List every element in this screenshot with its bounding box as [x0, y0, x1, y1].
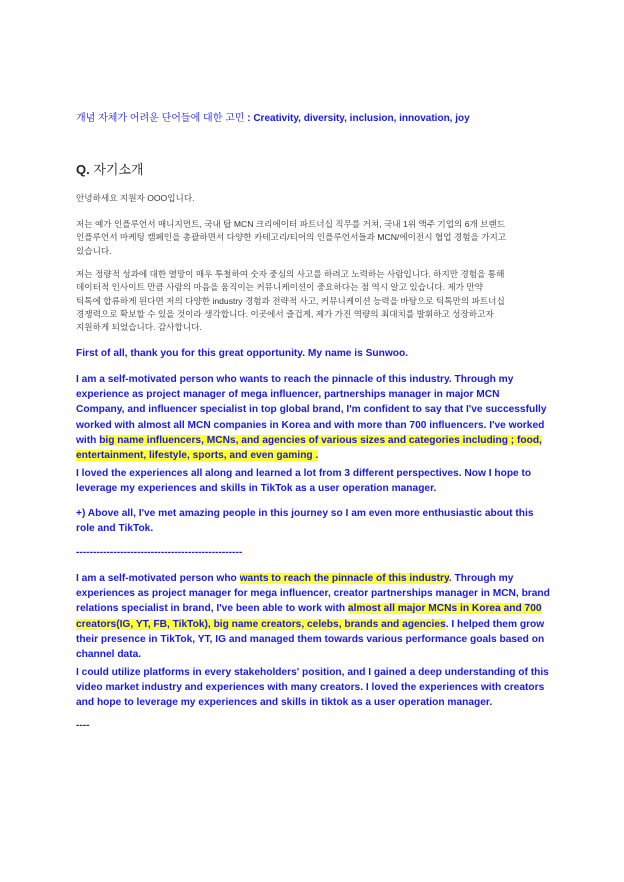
english-line — [76, 601, 556, 616]
highlighted-text: big name influencers, MCNs, and agencies of various sizes and categories including ; food, — [99, 434, 542, 446]
english-paragraph-5 — [76, 665, 556, 711]
english-line: worked with almost all MCN companies in Korea and with more than 700 influencers. I've worked — [76, 419, 545, 431]
english-line: channel data. — [76, 649, 142, 661]
english-line: Company, and influencer specialist in top global brand, I'm confident to say that I've successfully — [76, 404, 547, 416]
english-line: experiences as project manager for mega influencer, creator partnerships manager in MCN, brand — [76, 588, 550, 600]
english-text: relations specialist in brand, I've been able to work with — [76, 603, 348, 615]
highlighted-text: almost all major MCNs in Korea and 700 — [347, 603, 542, 615]
english-line: their presence in TikTok, YT, IG and managed them towards various performance goals based on — [76, 633, 545, 645]
english-intro — [76, 346, 556, 361]
korean-line: 데이터적 인사이트 만큼 사람의 마음을 움직이는 커뮤니케이션이 중요하다는 점 역시 알고 있습니다. 제가 만약 — [76, 282, 483, 293]
english-line — [76, 571, 556, 586]
question-heading — [76, 162, 144, 178]
highlighted-text: creators(IG, YT, FB, TikTok), big name creators, celebs, brands and agencies — [76, 618, 446, 630]
english-text: . I helped them grow — [445, 618, 545, 630]
korean-line: 인플루언서 마케팅 캠페인을 총괄하면서 다양한 카테고리/티어의 인플루언서들과 MCN/에이전시 협업 경험을 가지고 — [76, 232, 507, 243]
english-paragraph-2 — [76, 466, 556, 496]
english-paragraph-4 — [76, 571, 556, 662]
korean-line: 저는 예가 인플루언서 매니지먼트, 국내 탑 MCN 크리에이터 파트너십 직무를 거쳐, 국내 1위 액주 기업의 6개 브랜드 — [76, 219, 506, 229]
english-line: I am a self-motivated person who wants to reach the pinnacle of this industry. Through my — [76, 374, 514, 385]
english-line: video market industry and experiences with many creators. I loved the experiences with creators — [76, 682, 545, 694]
korean-paragraph-2 — [76, 218, 556, 258]
topic-korean: 개념 자체가 어려운 단어들에 대한 고민 — [76, 113, 245, 124]
english-line — [76, 617, 556, 632]
question-title: 자기소개 — [89, 162, 144, 177]
end-dash-text: ---- — [76, 720, 90, 731]
english-text: . Through my — [448, 573, 514, 584]
question-prefix: Q. — [76, 162, 90, 177]
korean-line: 있습니다. — [76, 245, 112, 256]
korean-paragraph-1 — [76, 192, 556, 205]
english-line — [76, 448, 556, 463]
highlighted-text: wants to reach the pinnacle of this industry — [239, 573, 449, 584]
topic-english: : Creativity, diversity, inclusion, innovation, joy — [244, 113, 470, 124]
english-line: +) Above all, I've met amazing people in this journey so I am even more enthusiastic about this — [76, 508, 534, 519]
korean-line: 안녕하세요 지원자 OOO입니다. — [76, 193, 195, 203]
korean-line: 경쟁력으로 확보할 수 있을 것이라 생각합니다. 이곳에서 즐겁게, 제가 가진 역량의 최대치를 발휘하고 성장하고자 — [76, 308, 494, 319]
highlighted-text: entertainment, lifestyle, sports, and even gaming . — [76, 450, 319, 462]
english-text: I am a self-motivated person who — [76, 573, 240, 584]
english-paragraph-1 — [76, 372, 556, 463]
english-line: leverage my experiences and skills in TikTok as a user operation manager. — [76, 483, 437, 495]
end-dash — [76, 718, 556, 733]
english-line: experience as project manager of mega influencer, partnerships manager in major MCN — [76, 389, 500, 401]
korean-line: 저는 정량적 성과에 대한 열망이 매우 투철하여 숫자 중심의 사고를 하려고 노력하는 사람입니다. 하지만 경험을 통해 — [76, 269, 505, 279]
english-line: role and TikTok. — [76, 523, 154, 535]
english-line — [76, 433, 556, 448]
korean-paragraph-3 — [76, 268, 556, 334]
english-text: with — [76, 434, 100, 446]
topic-line — [76, 112, 470, 125]
divider-line — [76, 545, 556, 560]
korean-line: 지원하게 되었습니다. 감사합니다. — [76, 322, 202, 333]
english-line: First of all, thank you for this great opportunity. My name is Sunwoo. — [76, 348, 409, 359]
english-line: I could utilize platforms in every stakeholders' position, and I gained a deep understanding of this — [76, 667, 549, 678]
english-line: I loved the experiences all along and learned a lot from 3 different perspectives. Now I hope to — [76, 468, 532, 479]
english-line: and hope to leverage my experiences and skills in tiktok as a user operation manager. — [76, 697, 493, 709]
korean-line: 틱톡에 합류하게 된다면 저의 다양한 industry 경험과 전략적 사고, 커뮤니케이션 능력을 바탕으로 틱톡만의 파트너십 — [76, 295, 505, 306]
english-paragraph-3 — [76, 506, 556, 536]
divider: ------------------------------------------------- — [76, 547, 243, 558]
